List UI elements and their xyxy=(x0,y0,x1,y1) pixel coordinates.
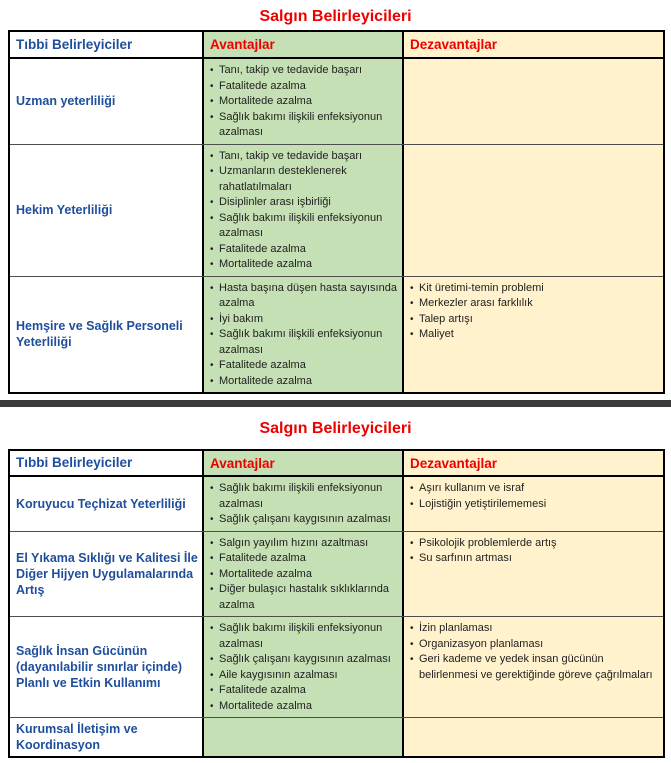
disadvantages-cell xyxy=(404,532,663,617)
bullet-text: Talep artışı xyxy=(419,312,473,325)
bullet-text: Aile kaygısının azalması xyxy=(219,668,338,681)
row-label: El Yıkama Sıklığı ve Kalitesi İle Diğer Hijyen Uygulamalarında Artış xyxy=(10,532,204,617)
table-row xyxy=(10,718,663,756)
table-row xyxy=(10,145,663,277)
bullet-item xyxy=(210,683,398,699)
bullet-text: Sağlık bakımı ilişkili enfeksiyonun azalması xyxy=(219,482,383,510)
table-header-row xyxy=(10,451,663,477)
bullet-text: Fatalitede azalma xyxy=(219,79,306,92)
column-header-avantajlar: Avantajlar xyxy=(204,451,404,475)
bullet-item xyxy=(210,621,398,652)
disadvantages-cell xyxy=(404,277,663,393)
advantages-cell xyxy=(204,532,404,617)
row-label: Hemşire ve Sağlık Personeli Yeterliliği xyxy=(10,277,204,393)
bullet-icon: • xyxy=(210,360,214,371)
determinants-table-1 xyxy=(8,30,665,394)
bullet-icon: • xyxy=(410,537,414,549)
bullet-item xyxy=(410,312,659,328)
bullet-icon: • xyxy=(210,514,214,525)
bullet-icon: • xyxy=(210,65,214,76)
bullet-icon: • xyxy=(410,498,414,510)
bullet-text: Mortalitede azalma xyxy=(219,374,312,387)
bullet-icon: • xyxy=(210,700,214,712)
column-header-tibbi-belirleyiciler: Tıbbi Belirleyiciler xyxy=(10,32,204,57)
bullet-icon: • xyxy=(210,259,214,270)
bullet-text: Aşırı kullanım ve israf xyxy=(419,482,525,494)
bullet-icon: • xyxy=(210,243,214,255)
slide-divider-bar xyxy=(0,400,671,407)
bullet-icon: • xyxy=(210,483,214,494)
bullet-icon: • xyxy=(210,568,214,580)
column-header-tibbi-belirleyiciler: Tıbbi Belirleyiciler xyxy=(10,451,204,475)
bullet-item xyxy=(210,149,398,165)
row-label: Hekim Yeterliliği xyxy=(10,145,204,276)
bullet-icon: • xyxy=(210,329,214,340)
column-header-dezavantajlar: Dezavantajlar xyxy=(404,451,663,475)
disadvantages-cell xyxy=(404,145,663,276)
bullet-item xyxy=(210,211,398,242)
bullet-text: Sağlık çalışanı kaygısının azalması xyxy=(219,653,391,665)
bullet-item xyxy=(210,110,398,141)
bullet-item xyxy=(210,668,398,684)
bullet-item xyxy=(410,327,659,343)
bullet-icon: • xyxy=(210,282,214,294)
disadvantages-cell xyxy=(404,718,663,756)
bullet-icon: • xyxy=(210,166,214,177)
bullet-item xyxy=(410,637,659,653)
bullet-text: Mortalitede azalma xyxy=(219,258,312,270)
bullet-text: Mortalitede azalma xyxy=(219,95,312,107)
bullet-icon: • xyxy=(410,282,414,294)
bullet-icon: • xyxy=(210,111,214,123)
column-header-avantajlar: Avantajlar xyxy=(204,32,404,57)
bullet-icon: • xyxy=(410,553,414,564)
table-header-row xyxy=(10,32,663,59)
advantages-cell xyxy=(204,718,404,756)
bullet-item xyxy=(210,164,398,195)
bullet-text: Diğer bulaşıcı hastalık sıklıklarında azalma xyxy=(219,583,389,611)
advantages-cell xyxy=(204,59,404,144)
table-row xyxy=(10,532,663,618)
advantages-cell xyxy=(204,617,404,717)
disadvantages-cell xyxy=(404,617,663,717)
table-row xyxy=(10,277,663,393)
bullet-text: Disiplinler arası işbirliği xyxy=(219,196,331,208)
bullet-text: Sağlık bakımı ilişkili enfeksiyonun azalması xyxy=(219,211,383,239)
bullet-icon: • xyxy=(210,669,214,681)
bullet-icon: • xyxy=(210,96,214,107)
bullet-item xyxy=(410,536,659,552)
bullet-text: İyi bakım xyxy=(219,312,264,325)
bullet-item xyxy=(210,551,398,567)
bullet-text: Sağlık bakımı ilişkili enfeksiyonun azalması xyxy=(219,110,383,138)
bullet-item xyxy=(410,621,659,637)
disadvantages-cell xyxy=(404,59,663,144)
bullet-item xyxy=(210,374,398,390)
bullet-icon: • xyxy=(410,298,414,309)
bullet-icon: • xyxy=(210,537,214,549)
bullet-text: Mortalitede azalma xyxy=(219,567,312,580)
bullet-icon: • xyxy=(210,150,214,162)
bullet-text: İzin planlaması xyxy=(419,622,493,634)
table-row xyxy=(10,617,663,718)
bullet-text: Uzmanların desteklenerek rahatlatılmaları xyxy=(219,165,347,193)
bullet-text: Geri kademe ve yedek insan gücünün belirlenmesi ve gerektiğinde göreve çağrılmaları xyxy=(419,653,653,681)
section-1-title: Salgın Belirleyicileri xyxy=(259,8,412,25)
bullet-icon: • xyxy=(410,623,414,634)
bullet-icon: • xyxy=(210,584,214,595)
bullet-text: Kit üretimi-temin problemi xyxy=(419,281,544,294)
advantages-cell xyxy=(204,145,404,276)
bullet-item xyxy=(210,94,398,110)
bullet-icon: • xyxy=(210,313,214,325)
bullet-item xyxy=(210,358,398,374)
bullet-item xyxy=(210,242,398,258)
bullet-item xyxy=(210,281,398,312)
bullet-item xyxy=(210,195,398,211)
bullet-text: Salgın yayılım hızını azaltması xyxy=(219,536,369,549)
bullet-icon: • xyxy=(210,375,214,387)
bullet-icon: • xyxy=(410,638,414,650)
row-label: Sağlık İnsan Gücünün (dayanılabilir sınırlar içinde) Planlı ve Etkin Kullanımı xyxy=(10,617,204,717)
bullet-item xyxy=(410,551,659,567)
bullet-item xyxy=(210,63,398,79)
bullet-icon: • xyxy=(410,483,414,494)
row-label: Uzman yeterliliği xyxy=(10,59,204,144)
bullet-text: Psikolojik problemlerde artış xyxy=(419,536,557,549)
advantages-cell xyxy=(204,477,404,531)
bullet-item xyxy=(410,281,659,297)
bullet-item xyxy=(410,296,659,312)
bullet-item xyxy=(210,327,398,358)
bullet-item xyxy=(410,652,659,683)
bullet-text: Sağlık bakımı ilişkili enfeksiyonun azalması xyxy=(219,622,383,650)
bullet-text: Maliyet xyxy=(419,328,454,340)
bullet-text: Fatalitede azalma xyxy=(219,684,306,696)
bullet-item xyxy=(210,312,398,328)
disadvantages-cell xyxy=(404,477,663,531)
bullet-icon: • xyxy=(210,197,214,208)
bullet-text: Tanı, takip ve tedavide başarı xyxy=(219,149,363,162)
bullet-text: Hasta başına düşen hasta sayısında azalma xyxy=(219,281,397,309)
determinants-table-2 xyxy=(8,449,665,758)
bullet-item xyxy=(210,536,398,552)
advantages-cell xyxy=(204,277,404,393)
row-label: Koruyucu Teçhizat Yeterliliği xyxy=(10,477,204,531)
bullet-text: Mortalitede azalma xyxy=(219,699,312,712)
row-label: Kurumsal İletişim ve Koordinasyon xyxy=(10,718,204,756)
bullet-item xyxy=(210,79,398,95)
section-2-title: Salgın Belirleyicileri xyxy=(259,420,412,437)
bullet-icon: • xyxy=(210,553,214,564)
bullet-text: Merkezler arası farklılık xyxy=(419,297,533,309)
bullet-item xyxy=(410,497,659,513)
bullet-text: Fatalitede azalma xyxy=(219,359,306,371)
bullet-item xyxy=(210,481,398,512)
bullet-item xyxy=(210,652,398,668)
bullet-icon: • xyxy=(210,80,214,92)
bullet-text: Sağlık bakımı ilişkili enfeksiyonun azalması xyxy=(219,328,383,356)
bullet-text: Su sarfının artması xyxy=(419,552,512,564)
bullet-item xyxy=(210,699,398,715)
bullet-text: Sağlık çalışanı kaygısının azalması xyxy=(219,513,391,525)
bullet-text: Fatalitede azalma xyxy=(219,242,306,255)
column-header-dezavantajlar: Dezavantajlar xyxy=(404,32,663,57)
bullet-icon: • xyxy=(410,654,414,665)
table-row xyxy=(10,59,663,145)
bullet-icon: • xyxy=(210,654,214,665)
bullet-item xyxy=(210,512,398,528)
bullet-item xyxy=(210,567,398,583)
bullet-icon: • xyxy=(210,685,214,696)
bullet-icon: • xyxy=(410,329,414,340)
bullet-icon: • xyxy=(210,623,214,634)
bullet-text: Lojistiğin yetiştirilememesi xyxy=(419,497,547,510)
bullet-text: Fatalitede azalma xyxy=(219,552,306,564)
table-row xyxy=(10,477,663,532)
bullet-icon: • xyxy=(210,212,214,224)
bullet-item xyxy=(410,481,659,497)
bullet-item xyxy=(210,257,398,273)
bullet-icon: • xyxy=(410,313,414,325)
bullet-text: Tanı, takip ve tedavide başarı xyxy=(219,64,363,76)
bullet-text: Organizasyon planlaması xyxy=(419,637,544,650)
bullet-item xyxy=(210,582,398,613)
